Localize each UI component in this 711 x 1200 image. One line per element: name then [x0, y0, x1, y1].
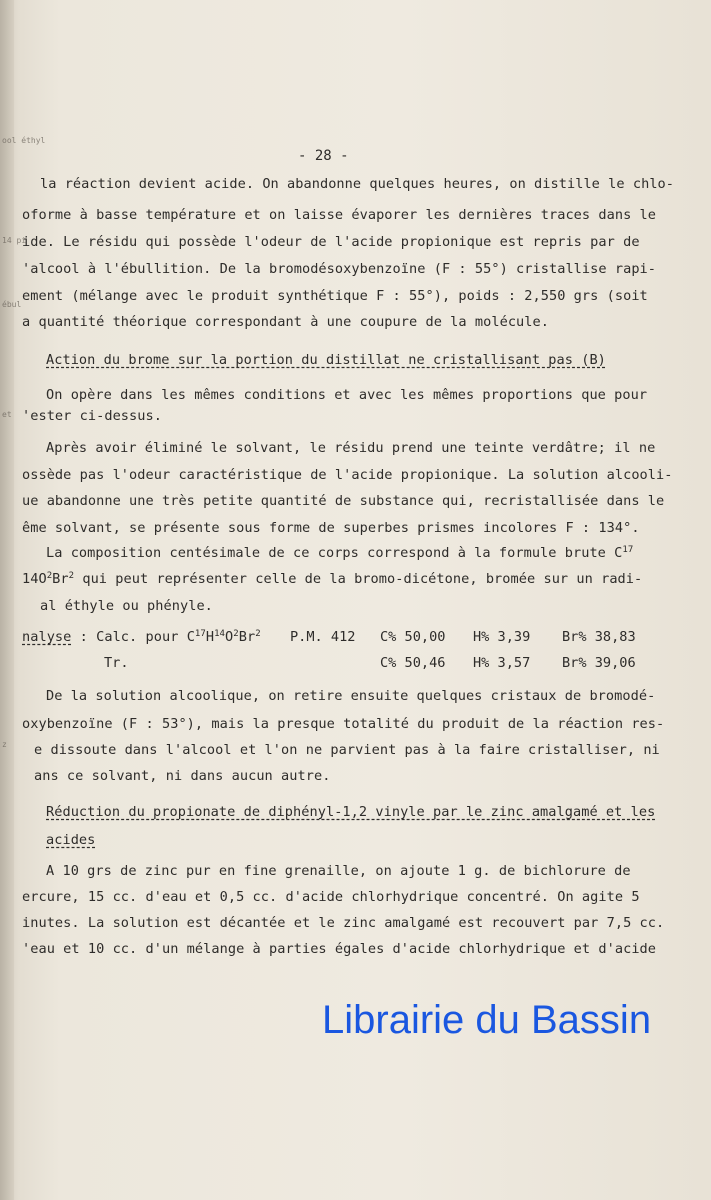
calc-hydrogen: H% 3,39	[473, 629, 531, 645]
text-line: a quantité théorique correspondant à une coupure de la molécule.	[22, 314, 549, 330]
calc-bromine: Br% 38,83	[562, 629, 636, 645]
text-line: ement (mélange avec le produit synthétique F : 55°), poids : 2,550 grs (soit	[22, 288, 648, 304]
text-line: De la solution alcoolique, on retire ensuite quelques cristaux de bromodé-	[46, 688, 656, 704]
found-hydrogen: H% 3,57	[473, 655, 531, 671]
formula-h: H	[205, 629, 215, 645]
margin-note: ébul	[2, 300, 22, 309]
text-line: inutes. La solution est décantée et le zinc amalgamé est recouvert par 7,5 cc.	[22, 915, 665, 931]
formula-line	[22, 571, 642, 587]
margin-note: et	[2, 410, 12, 419]
text-line: e dissoute dans l'alcool et l'on ne parvient pas à la faire cristalliser, ni	[34, 742, 660, 758]
text-line: al éthyle ou phényle.	[40, 598, 213, 614]
formula-o-count: 2	[233, 629, 239, 639]
calc-prefix: : Calc. pour	[71, 629, 187, 645]
found-bromine: Br% 39,06	[562, 655, 636, 671]
analysis-calc-row	[22, 629, 261, 645]
formula-c-count: 17	[194, 629, 206, 639]
text-line: ue abandonne une très petite quantité de substance qui, recristallisée dans le	[22, 493, 665, 509]
formula-o: O	[225, 629, 234, 645]
text-line: ercure, 15 cc. d'eau et 0,5 cc. d'acide chlorhydrique concentré. On agite 5	[22, 889, 640, 905]
text-line: Après avoir éliminé le solvant, le résidu prend une teinte verdâtre; il ne	[46, 440, 656, 456]
formula-intro-line	[46, 545, 633, 561]
watermark: Librairie du Bassin	[322, 998, 652, 1042]
formula-br-count: 2	[68, 571, 75, 581]
text-line: oxybenzoïne (F : 53°), mais la presque totalité du produit de la réaction res-	[22, 716, 665, 732]
analysis-label: nalyse	[22, 629, 72, 645]
text-line: la réaction devient acide. On abandonne quelques heures, on distille le chlo-	[40, 176, 675, 192]
formula-br-count: 2	[255, 629, 261, 639]
formula-c-count: 17	[622, 545, 634, 555]
text-segment: qui peut représenter celle de la bromo-dicétone, bromée sur un radi-	[74, 571, 643, 587]
section-heading: Réduction du propionate de diphényl-1,2 vinyle par le zinc amalgamé et les	[46, 804, 656, 820]
formula-h-count: 14	[214, 629, 226, 639]
margin-note: ool éthyl	[2, 136, 46, 145]
text-line: ide. Le résidu qui possède l'odeur de l'acide propionique est repris par de	[22, 234, 640, 250]
binding-shadow	[0, 0, 14, 1200]
text-line: ême solvant, se présente sous forme de superbes prismes incolores F : 134°.	[22, 520, 640, 536]
formula-c: C	[186, 629, 195, 645]
text-line: ossède pas l'odeur caractéristique de l'acide propionique. La solution alcooli-	[22, 467, 673, 483]
text-line: On opère dans les mêmes conditions et avec les mêmes proportions que pour	[46, 387, 648, 403]
text-line: A 10 grs de zinc pur en fine grenaille, on ajoute 1 g. de bichlorure de	[46, 863, 631, 879]
section-heading: Action du brome sur la portion du distillat ne cristallisant pas (B)	[46, 352, 606, 368]
section-heading-continued: acides	[46, 832, 96, 848]
page-number: - 28 -	[298, 148, 349, 164]
formula-c: C	[614, 545, 623, 561]
text-line: 'eau et 10 cc. d'un mélange à parties égales d'acide chlorhydrique et d'acide	[22, 941, 657, 957]
formula-o: O	[38, 571, 47, 587]
text-line: 'ester ci-dessus.	[22, 408, 162, 424]
formula-o-count: 2	[46, 571, 53, 581]
text-line: 'alcool à l'ébullition. De la bromodésoxybenzoïne (F : 55°) cristallise rapi-	[22, 261, 657, 277]
margin-note: 14 pi	[2, 236, 27, 245]
formula-h-count: 14	[22, 571, 39, 587]
text-line: oforme à basse température et on laisse évaporer les dernières traces dans le	[22, 207, 657, 223]
calc-carbon: C% 50,00	[380, 629, 446, 645]
found-carbon: C% 50,46	[380, 655, 446, 671]
margin-note: z	[2, 740, 7, 749]
formula-br: Br	[52, 571, 69, 587]
formula-br: Br	[238, 629, 256, 645]
text-segment: La composition centésimale de ce corps correspond à la formule brute	[46, 545, 606, 561]
text-line: ans ce solvant, ni dans aucun autre.	[34, 768, 331, 784]
found-label: Tr.	[104, 655, 129, 671]
molar-mass: P.M. 412	[290, 629, 356, 645]
